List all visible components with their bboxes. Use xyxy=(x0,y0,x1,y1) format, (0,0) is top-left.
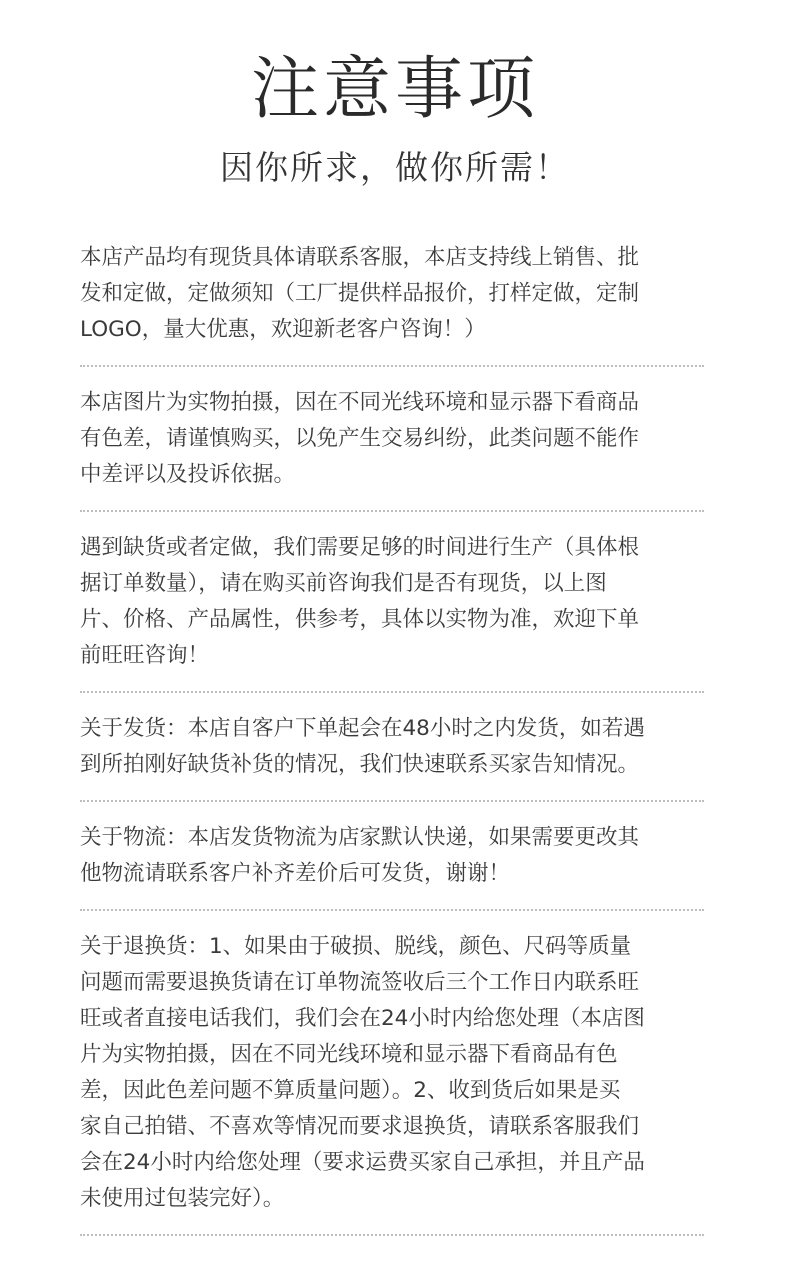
notice-line: 有色差，请谨慎购买，以免产生交易纠纷，此类问题不能作 xyxy=(80,426,640,451)
page-title: 注意事项 xyxy=(250,50,539,129)
notice-line: 据订单数量），请在购买前咨询我们是否有现货，以上图 xyxy=(80,571,607,596)
notice-line: LOGO，量大优惠，欢迎新老客户咨询！） xyxy=(80,317,486,342)
notice-paragraph xyxy=(80,711,704,783)
notice-paragraph xyxy=(80,385,704,493)
dotted-divider xyxy=(80,800,704,802)
notice-line: 关于发货：本店自客户下单起会在48小时之内发货，如若遇 xyxy=(80,716,645,741)
notice-line: 问题而需要退换货请在订单物流签收后三个工作日内联系旺 xyxy=(80,970,640,995)
notice-line: 差，因此色差问题不算质量问题）。2、收到货后如果是买 xyxy=(80,1078,621,1103)
notice-line: 片为实物拍摄，因在不同光线环境和显示器下看商品有色 xyxy=(80,1042,618,1067)
notice-paragraph xyxy=(80,820,704,892)
notice-line: 片、价格、产品属性，供参考，具体以实物为准，欢迎下单 xyxy=(80,607,640,632)
dotted-divider xyxy=(80,1234,704,1236)
notice-line: 本店图片为实物拍摄，因在不同光线环境和显示器下看商品 xyxy=(80,390,640,415)
dotted-divider xyxy=(80,909,704,911)
notice-paragraph xyxy=(80,929,704,1217)
notice-line: 遇到缺货或者定做，我们需要足够的时间进行生产（具体根 xyxy=(80,535,640,560)
notice-paragraph xyxy=(80,530,704,674)
page-subtitle: 因你所求，做你所需！ xyxy=(220,148,570,187)
notice-line: 旺或者直接电话我们，我们会在24小时内给您处理（本店图 xyxy=(80,1006,645,1031)
notice-line: 发和定做，定做须知（工厂提供样品报价，打样定做，定制 xyxy=(80,281,640,306)
notice-line: 本店产品均有现货具体请联系客服，本店支持线上销售、批 xyxy=(80,245,640,270)
notice-line: 未使用过包装完好）。 xyxy=(80,1186,285,1211)
notice-line: 中差评以及投诉依据。 xyxy=(80,462,296,487)
notice-line: 他物流请联系客户补齐差价后可发货，谢谢！ xyxy=(80,861,511,886)
dotted-divider xyxy=(80,510,704,512)
notice-line: 关于退换货：1、如果由于破损、脱线，颜色、尺码等质量 xyxy=(80,934,632,959)
dotted-divider xyxy=(80,691,704,693)
notice-line: 家自己拍错、不喜欢等情况而要求退换货，请联系客服我们 xyxy=(80,1114,640,1139)
notice-line: 会在24小时内给您处理（要求运费买家自己承担，并且产品 xyxy=(80,1150,645,1175)
notice-line: 前旺旺咨询！ xyxy=(80,643,210,668)
dotted-divider xyxy=(80,365,704,367)
notice-paragraph xyxy=(80,240,704,348)
notice-list xyxy=(80,240,704,1254)
notice-line: 关于物流：本店发货物流为店家默认快递，如果需要更改其 xyxy=(80,825,640,850)
notice-line: 到所拍刚好缺货补货的情况，我们快速联系买家告知情况。 xyxy=(80,752,640,777)
